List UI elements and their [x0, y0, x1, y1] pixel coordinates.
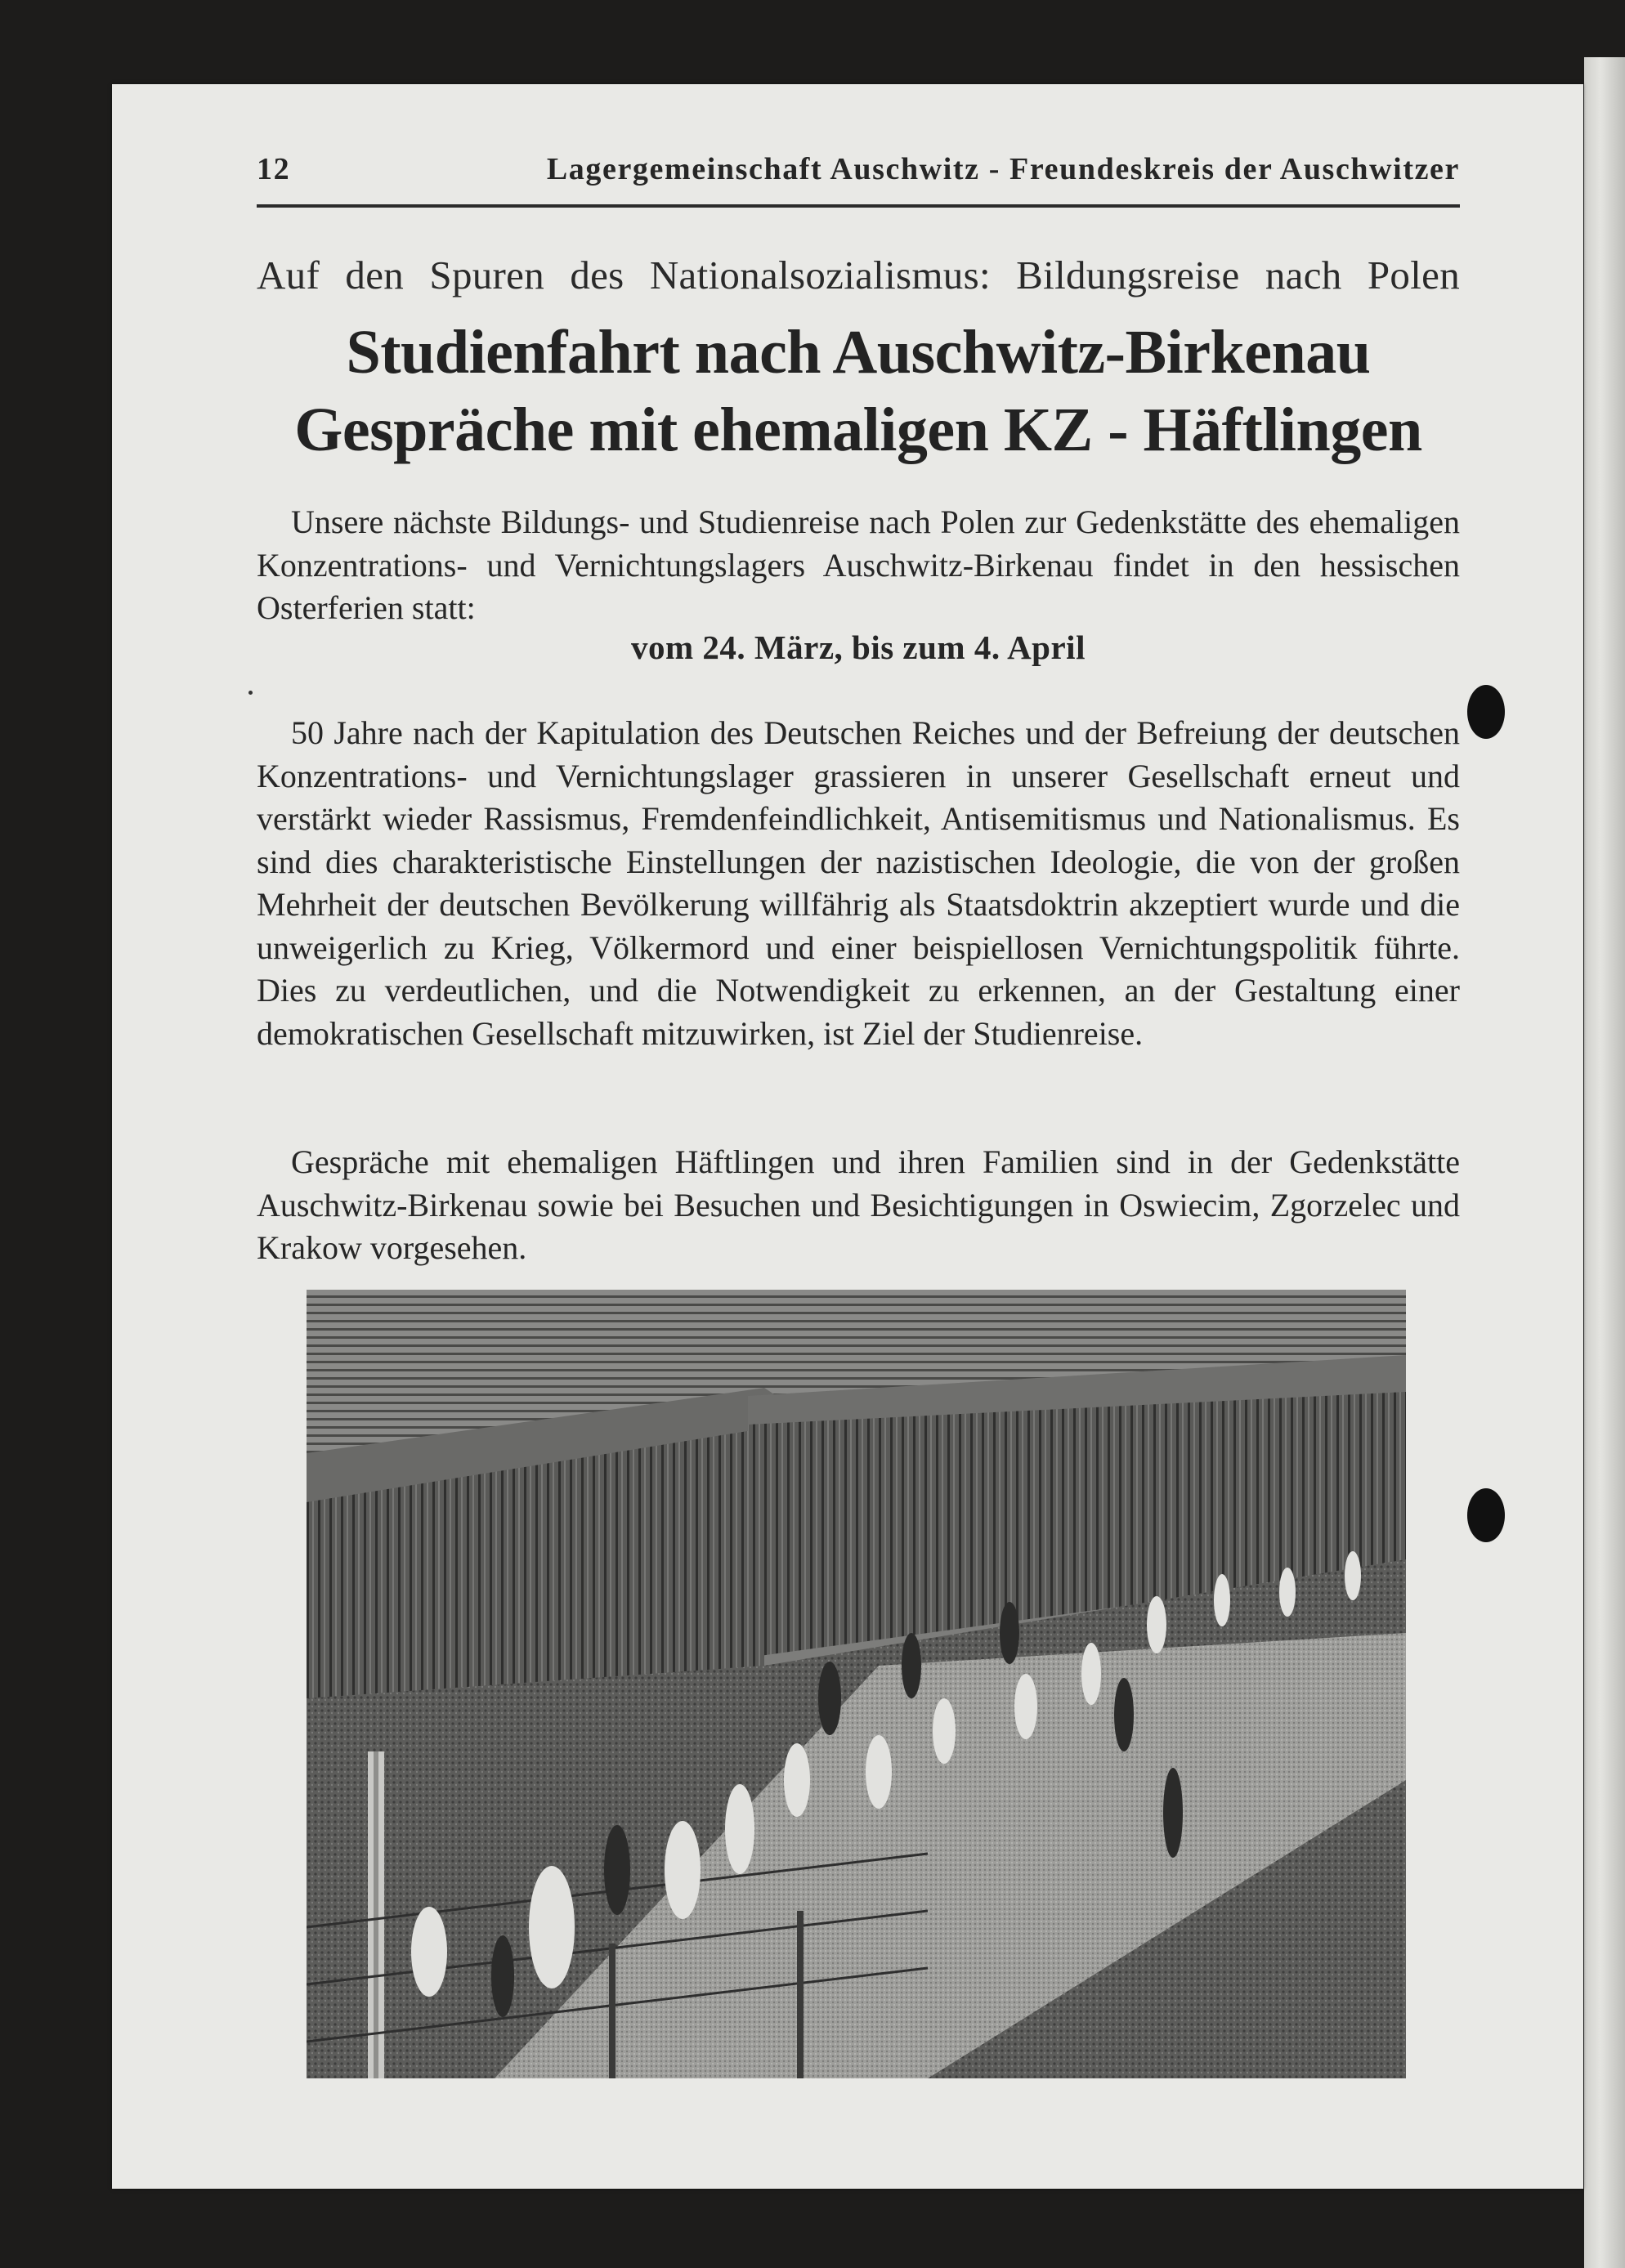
closing-paragraph: Gespräche mit ehemaligen Häftlingen und ihren Familien sind in der Gedenkstätte Auschwitz-Birkenau sowie bei Besuchen und Besichtigungen in Oswiecim, Zgorzelec und Krakow vorgesehen.	[257, 1143, 1460, 1266]
punch-hole	[1467, 685, 1505, 739]
header-rule	[257, 204, 1460, 208]
article-subtitle: Auf den Spuren des Nationalsozialismus: Bildungsreise nach Polen	[257, 253, 1460, 297]
scan-edge	[1584, 57, 1625, 2268]
punch-hole	[1467, 1488, 1505, 1542]
publication-name: Lagergemeinschaft Auschwitz - Freundeskreis der Auschwitzer	[546, 152, 1460, 186]
trip-dates: vom 24. März, bis zum 4. April	[631, 629, 1086, 666]
intro-paragraph: Unsere nächste Bildungs- und Studienreise nach Polen zur Gedenkstätte des ehemaligen Konzentrations- und Vernichtungslagers Auschwitz-Birkenau findet in den hessischen Osterferien statt:	[257, 503, 1460, 626]
article-title-line2: Gespräche mit ehemaligen KZ - Häftlingen	[294, 396, 1422, 464]
body-paragraph: 50 Jahre nach der Kapitulation des Deutschen Reiches und der Befreiung der deutschen Konzentrations- und Vernichtungslager grassieren in unserer Gesellschaft erneut und verstärkt wieder Rassismus, Fremdenfeindlichkeit, Antisemitismus und Nationalismus. Es sind dies charakteristische Einstellungen der nazistischen Ideologie, die von der großen Mehrheit der deutschen Bevölkerung willfährig als Staatsdoktrin akzeptiert wurde und die unweigerlich zu Krieg, Völkermord und einer beispiellosen Vernichtungspolitik führte. Dies zu verdeutlichen, und die Notwendigkeit zu erkennen, an der Gestaltung einer demokratischen Gesellschaft mitzuwirken, ist Ziel der Studienreise.	[257, 714, 1460, 1052]
article-title-line1: Studienfahrt nach Auschwitz-Birkenau	[346, 318, 1371, 387]
document-page	[112, 84, 1583, 2189]
photo-illustration	[307, 1290, 1406, 2078]
stray-mark	[248, 691, 253, 695]
camp-photograph	[307, 1290, 1406, 2078]
page-header	[257, 151, 1460, 187]
page-number: 12	[257, 152, 291, 186]
